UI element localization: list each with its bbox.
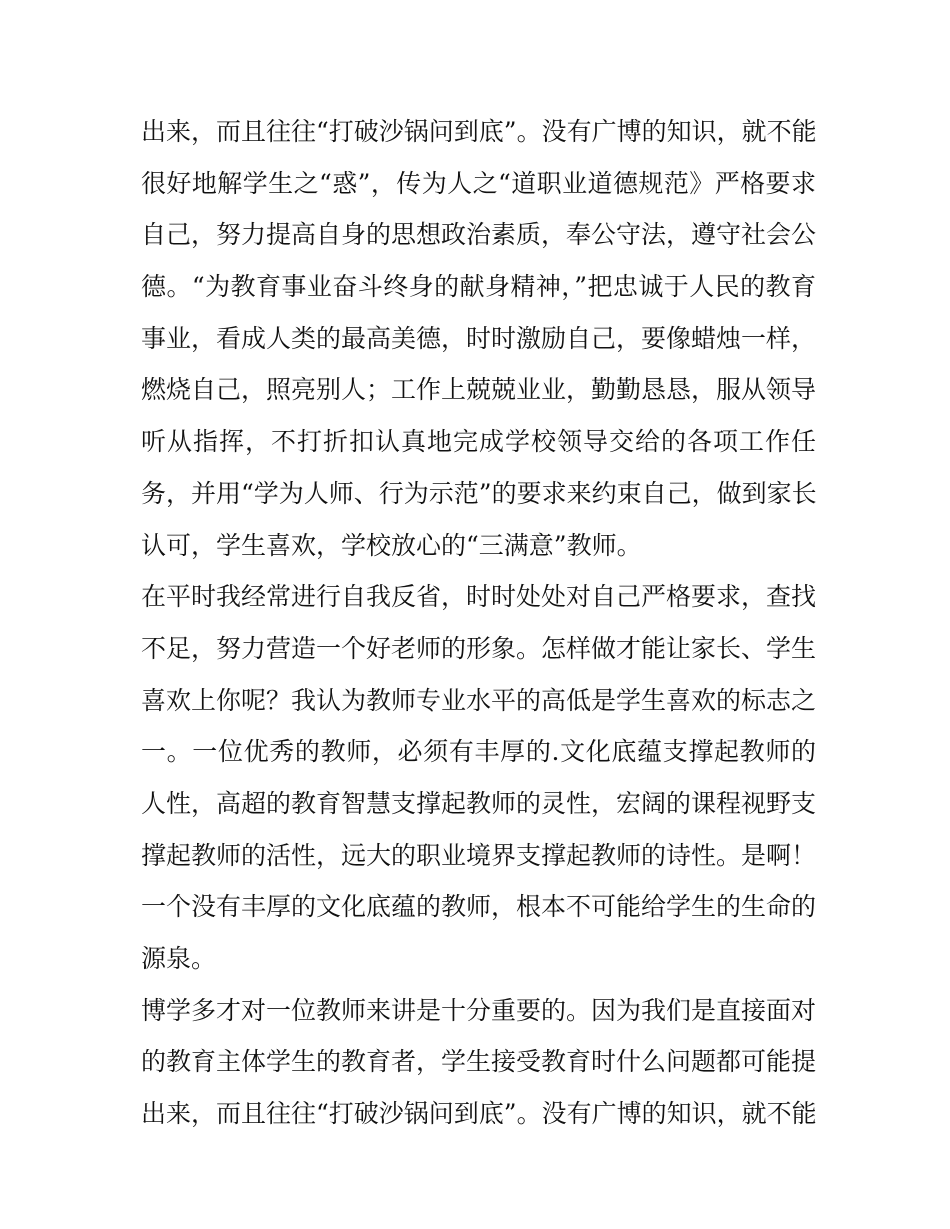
text-line: 德。“为教育事业奋斗终身的献身精神，”把忠诚于人民的教育 xyxy=(141,272,816,302)
paragraph-2 xyxy=(141,571,816,985)
text-line: 务，并用“学为人师、行为示范”的要求来约束自己，做到家长 xyxy=(141,478,817,508)
text-line: 不足，努力营造一个好老师的形象。怎样做才能让家长、学生 xyxy=(141,633,817,663)
text-line: 听从指挥，不打折扣认真地完成学校领导交给的各项工作任 xyxy=(141,427,816,457)
text-line: 源泉。 xyxy=(141,944,217,973)
text-line: 喜欢上你呢？我认为教师专业水平的高低是学生喜欢的标志之 xyxy=(141,685,817,715)
text-line: 在平时我经常进行自我反省，时时处处对自己严格要求，查找 xyxy=(141,582,817,612)
text-line: 很好地解学生之“惑”，传为人之“道职业道德规范》严格要求 xyxy=(141,168,816,198)
paragraph-3 xyxy=(141,985,816,1140)
text-line: 撑起教师的活性，远大的职业境界支撑起教师的诗性。是啊！ xyxy=(141,840,817,870)
text-line: 事业，看成人类的最高美德，时时激励自己，要像蜡烛一样， xyxy=(141,323,817,353)
document-body xyxy=(141,106,816,1140)
paragraph-1 xyxy=(141,106,816,571)
text-line: 出来，而且往往“打破沙锅问到底”。没有广博的知识，就不能 xyxy=(141,117,817,146)
text-line: 出来，而且往往“打破沙锅问到底”。没有广博的知识，就不能 xyxy=(141,1099,817,1129)
text-line: 自己，努力提高自身的思想政治素质，奉公守法，遵守社会公 xyxy=(141,220,817,250)
text-line: 认可，学生喜欢，学校放心的“三满意”教师。 xyxy=(141,530,642,560)
text-line: 燃烧自己，照亮别人；工作上兢兢业业，勤勤恳恳，服从领导 xyxy=(141,375,817,405)
text-line: 一个没有丰厚的文化底蕴的教师，根本不可能给学生的生命的 xyxy=(141,892,817,922)
text-line: 人性，高超的教育智慧支撑起教师的灵性，宏阔的课程视野支 xyxy=(141,788,817,818)
text-line: 的教育主体学生的教育者，学生接受教育时什么问题都可能提 xyxy=(141,1047,817,1077)
text-line: 博学多才对一位教师来讲是十分重要的。因为我们是直接面对 xyxy=(141,995,817,1025)
text-line: 一。一位优秀的教师，必须有丰厚的.文化底蕴支撑起教师的 xyxy=(141,737,816,767)
